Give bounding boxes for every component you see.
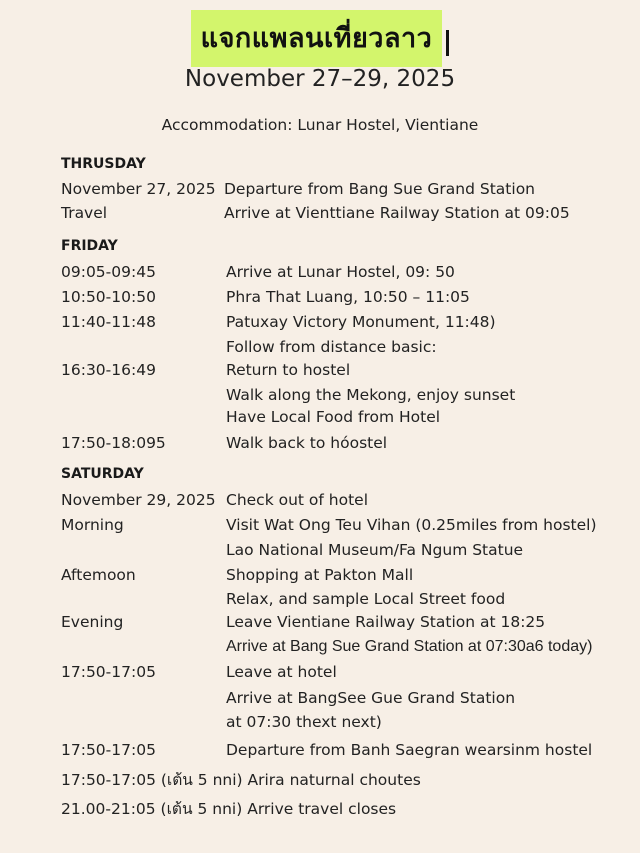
day-heading-saturday: SATURDAY bbox=[61, 466, 144, 482]
row-activity: Have Local Food from Hotel bbox=[226, 408, 441, 426]
row-time: Travel bbox=[61, 204, 108, 222]
row-activity: Arrive at Lunar Hostel, 09: 50 bbox=[226, 263, 455, 281]
row-activity: Arrive at Vienttiane Railway Station at 09:05 bbox=[224, 204, 570, 222]
row-activity: Lao National Museum/Fa Ngum Statue bbox=[226, 541, 524, 559]
row-activity: Follow from distance basic: bbox=[226, 338, 437, 356]
extra-row: 21.00-21:05 (เต้น 5 nni) Arrive travel closes bbox=[61, 800, 397, 818]
row-activity: Arrive at Bang Sue Grand Station at 07:30a6 today) bbox=[226, 638, 593, 655]
row-activity: Return to hostel bbox=[226, 361, 351, 379]
row-activity: Arrive at BangSee Gue Grand Station bbox=[226, 689, 516, 707]
title-block bbox=[0, 10, 640, 67]
row-activity: Relax, and sample Local Street food bbox=[226, 590, 506, 608]
row-time: November 27, 2025 bbox=[61, 180, 216, 198]
row-time: Morning bbox=[61, 516, 124, 534]
row-activity: Visit Wat Ong Teu Vihan (0.25miles from hostel) bbox=[226, 516, 597, 534]
row-activity: Walk back to hóostel bbox=[226, 434, 388, 452]
row-time: 16:30-16:49 bbox=[61, 361, 156, 379]
row-activity: Leave Vientiane Railway Station at 18:25 bbox=[226, 613, 546, 631]
row-time: 09:05-09:45 bbox=[61, 263, 156, 281]
row-activity: Departure from Bang Sue Grand Station bbox=[224, 180, 535, 198]
row-activity: Shopping at Pakton Mall bbox=[226, 566, 414, 584]
row-time: 17:50-17:05 bbox=[61, 741, 156, 759]
row-activity: Leave at hotel bbox=[226, 663, 337, 681]
row-time: 17:50-17:05 bbox=[61, 663, 156, 681]
accommodation-line: Accommodation: Lunar Hostel, Vientiane bbox=[161, 116, 479, 134]
row-activity: Patuxay Victory Monument, 11:48) bbox=[226, 313, 496, 331]
day-heading-friday: FRIDAY bbox=[61, 238, 118, 254]
trip-dates: November 27–29, 2025 bbox=[184, 66, 456, 92]
page-title: แจกแพลนเที่ยวลาว bbox=[191, 10, 443, 67]
row-time: 11:40-11:48 bbox=[61, 313, 156, 331]
row-activity: Check out of hotel bbox=[226, 491, 369, 509]
row-time: November 29, 2025 bbox=[61, 491, 216, 509]
row-time: Evening bbox=[61, 613, 124, 631]
day-heading-thursday: THRUSDAY bbox=[61, 156, 146, 172]
row-time: Aftemoon bbox=[61, 566, 136, 584]
row-time: 10:50-10:50 bbox=[61, 288, 156, 306]
text-cursor bbox=[446, 30, 449, 56]
row-activity: Walk along the Mekong, enjoy sunset bbox=[226, 386, 516, 404]
row-activity: at 07:30 thext next) bbox=[226, 713, 382, 731]
row-activity: Departure from Banh Saegran wearsinm hostel bbox=[226, 741, 593, 759]
row-time: 17:50-18:095 bbox=[61, 434, 166, 452]
row-activity: Phra That Luang, 10:50 – 11:05 bbox=[226, 288, 470, 306]
extra-row: 17:50-17:05 (เต้น 5 nni) Arira naturnal choutes bbox=[61, 771, 421, 789]
